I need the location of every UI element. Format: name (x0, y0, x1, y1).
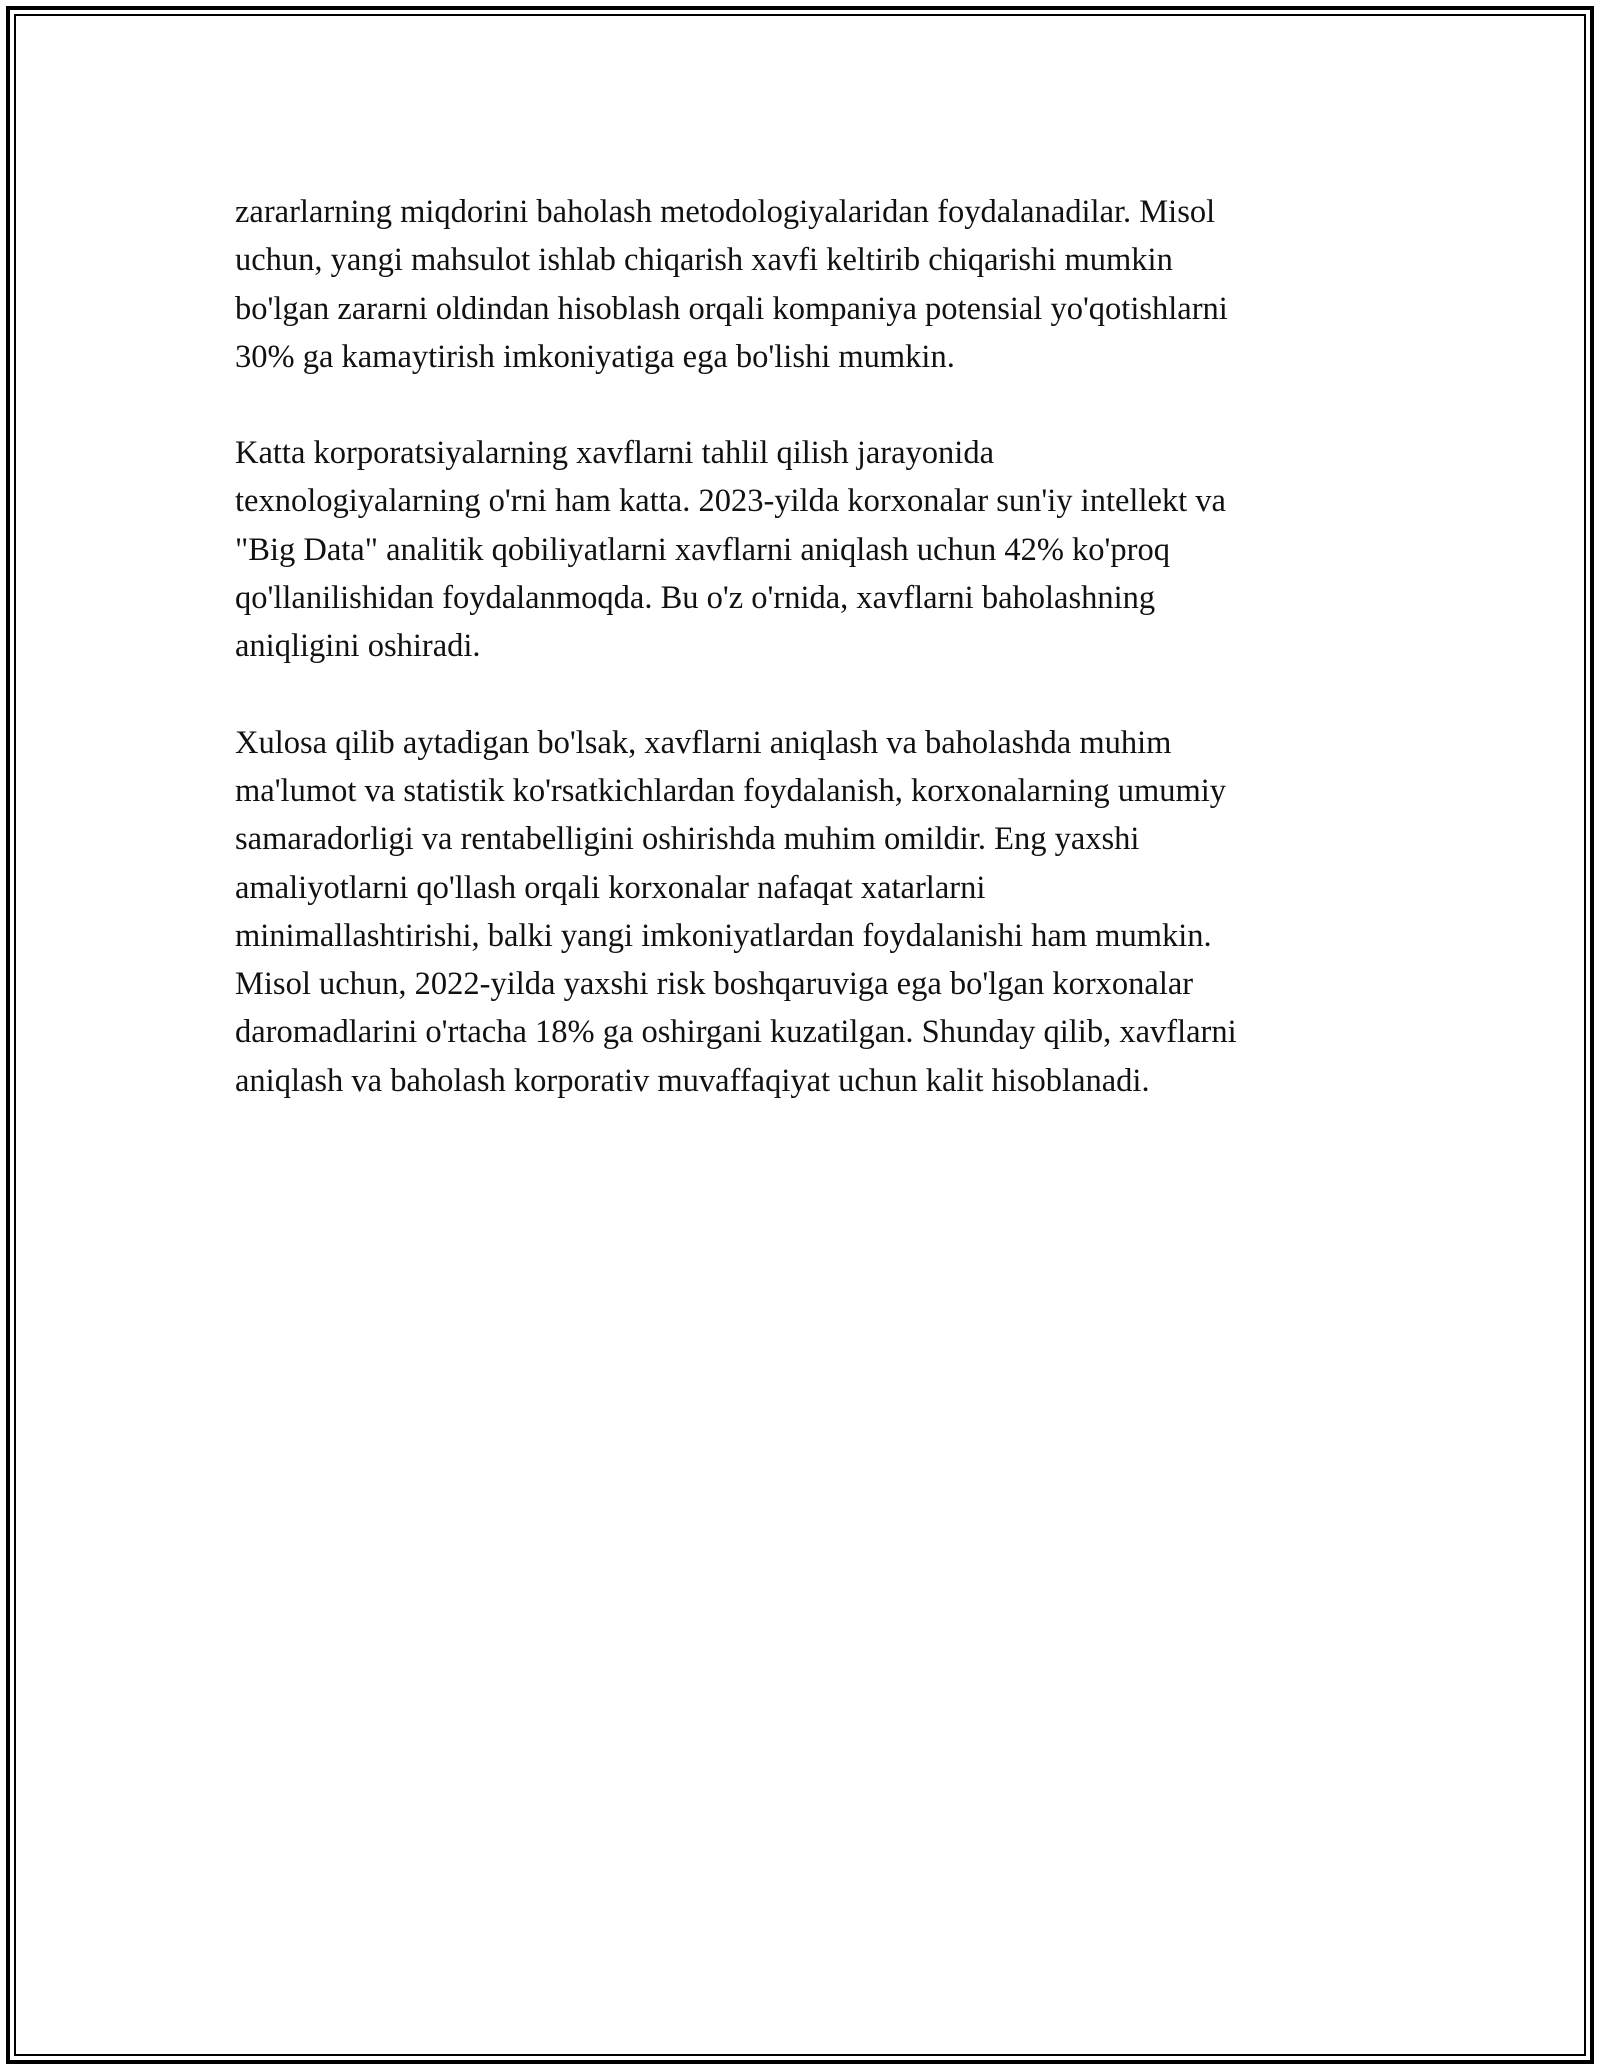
text-line: Katta korporatsiyalarning xavflarni tahlil qilish jarayonida (235, 435, 995, 472)
document-body (235, 188, 1375, 1153)
text-line: ma'lumot va statistik ko'rsatkichlardan foydalanish, korxonalarning umumiy (235, 772, 1227, 809)
text-line: 30% ga kamaytirish imkoniyatiga ega bo'lishi mumkin. (235, 338, 955, 375)
text-line: texnologiyalarning o'rni ham katta. 2023-yilda korxonalar sun'iy intellekt va (235, 483, 1226, 520)
text-line: Xulosa qilib aytadigan bo'lsak, xavflarni aniqlash va baholashda muhim (235, 724, 1172, 761)
text-line: Misol uchun, 2022-yilda yaxshi risk boshqaruviga ega bo'lgan korxonalar (235, 966, 1194, 1003)
text-line: amaliyotlarni qo'llash orqali korxonalar nafaqat xatarlarni (235, 869, 986, 906)
text-line: "Big Data" analitik qobiliyatlarni xavflarni aniqlash uchun 42% ko'proq (235, 531, 1170, 568)
text-line: minimallashtirishi, balki yangi imkoniyatlardan foydalanishi ham mumkin. (235, 917, 1212, 954)
text-line: daromadlarini o'rtacha 18% ga oshirgani kuzatilgan. Shunday qilib, xavflarni (235, 1014, 1237, 1051)
text-line: aniqligini oshiradi. (235, 628, 481, 665)
paragraph (235, 188, 1375, 381)
paragraph (235, 429, 1375, 670)
text-line: uchun, yangi mahsulot ishlab chiqarish xavfi keltirib chiqarishi mumkin (235, 242, 1173, 279)
text-line: zararlarning miqdorini baholash metodologiyalaridan foydalanadilar. Misol (235, 194, 1216, 230)
paragraph (235, 719, 1375, 1105)
text-line: samaradorligi va rentabelligini oshirishda muhim omildir. Eng yaxshi (235, 821, 1140, 858)
text-line: aniqlash va baholash korporativ muvaffaqiyat uchun kalit hisoblanadi. (235, 1062, 1150, 1099)
text-line: qo'llanilishidan foydalanmoqda. Bu o'z o'rnida, xavflarni baholashning (235, 580, 1156, 617)
text-line: bo'lgan zararni oldindan hisoblash orqali kompaniya potensial yo'qotishlarni (235, 290, 1228, 327)
